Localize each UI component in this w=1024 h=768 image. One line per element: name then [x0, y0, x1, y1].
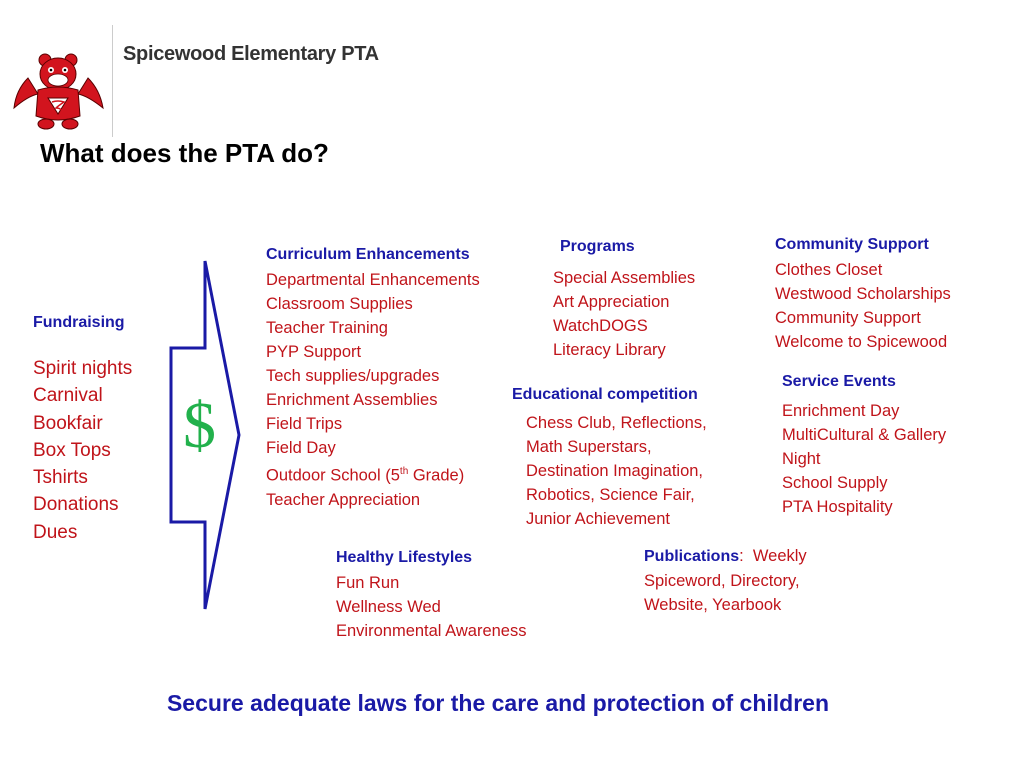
publications-line1: Weekly [743, 547, 807, 565]
educational-title: Educational competition [512, 386, 698, 403]
outdoor-prefix: Outdoor School (5 [266, 466, 400, 485]
educational-list [526, 411, 707, 531]
list-item: School Supply [782, 474, 888, 492]
list-item: PTA Hospitality [782, 498, 893, 516]
list-item: Field Trips [266, 415, 343, 433]
list-item: Enrichment Day [782, 402, 900, 420]
healthy-list [336, 571, 526, 643]
list-item: Teacher Appreciation [266, 490, 421, 509]
list-item: Teacher Training [266, 319, 388, 337]
list-item: Fun Run [336, 574, 400, 592]
list-item: Westwood Scholarships [775, 285, 951, 303]
list-item: Math Superstars, [526, 438, 652, 456]
list-item: Clothes Closet [775, 261, 883, 279]
header-title: Spicewood Elementary PTA [123, 43, 379, 65]
fundraising-list [33, 355, 132, 546]
list-item: Destination Imagination, [526, 462, 704, 480]
service-title: Service Events [782, 373, 896, 390]
list-item: Classroom Supplies [266, 295, 413, 313]
page-title: What does the PTA do? [40, 138, 329, 168]
list-item: Environmental Awareness [336, 622, 527, 640]
list-item: Tshirts [33, 467, 88, 489]
footer-statement: Secure adequate laws for the care and protection of children [166, 690, 830, 716]
community-list [775, 258, 951, 354]
list-item: Welcome to Spicewood [775, 333, 948, 351]
list-item: Special Assemblies [553, 269, 696, 287]
list-item: Chess Club, Reflections, [526, 414, 707, 432]
dollar-symbol: $ [183, 389, 216, 462]
publications-colon: : [739, 547, 744, 565]
publications-block [644, 544, 807, 617]
list-item: Art Appreciation [553, 293, 670, 311]
list-item: Bookfair [33, 412, 103, 434]
mascot-logo-icon [8, 50, 108, 132]
list-item: Box Tops [33, 439, 111, 461]
curriculum-list [266, 268, 480, 512]
curriculum-title: Curriculum Enhancements [266, 246, 470, 263]
list-item: Enrichment Assemblies [266, 391, 438, 409]
list-item: Community Support [775, 309, 921, 327]
header-divider [112, 25, 113, 137]
publications-first-line [644, 544, 807, 569]
outdoor-suffix: Grade) [408, 466, 465, 485]
list-item: Website, Yearbook [644, 596, 782, 614]
community-title: Community Support [775, 236, 929, 253]
list-item: Field Day [266, 439, 336, 457]
publications-title: Publications [644, 548, 740, 565]
list-item: Spiceword, Directory, [644, 572, 800, 590]
list-item: Dues [33, 521, 78, 543]
list-item: Wellness Wed [336, 598, 441, 616]
list-item: Spirit nights [33, 358, 133, 379]
list-item: Departmental Enhancements [266, 271, 480, 289]
list-item: PYP Support [266, 343, 362, 361]
healthy-title: Healthy Lifestyles [336, 549, 473, 566]
outdoor-sup: th [399, 466, 409, 477]
fundraising-title: Fundraising [33, 314, 125, 331]
list-item: Robotics, Science Fair, [526, 486, 695, 504]
list-item: WatchDOGS [553, 317, 648, 335]
list-item: Carnival [33, 385, 103, 407]
list-item: MultiCultural & Gallery [782, 426, 947, 444]
list-item: Junior Achievement [526, 510, 670, 528]
service-list [782, 399, 946, 519]
list-item: Tech supplies/upgrades [266, 367, 440, 385]
list-item: Literacy Library [553, 341, 666, 359]
list-item [266, 460, 480, 488]
list-item: Night [782, 450, 821, 468]
list-item: Donations [33, 494, 119, 516]
programs-title: Programs [560, 238, 635, 255]
programs-list [553, 266, 695, 362]
